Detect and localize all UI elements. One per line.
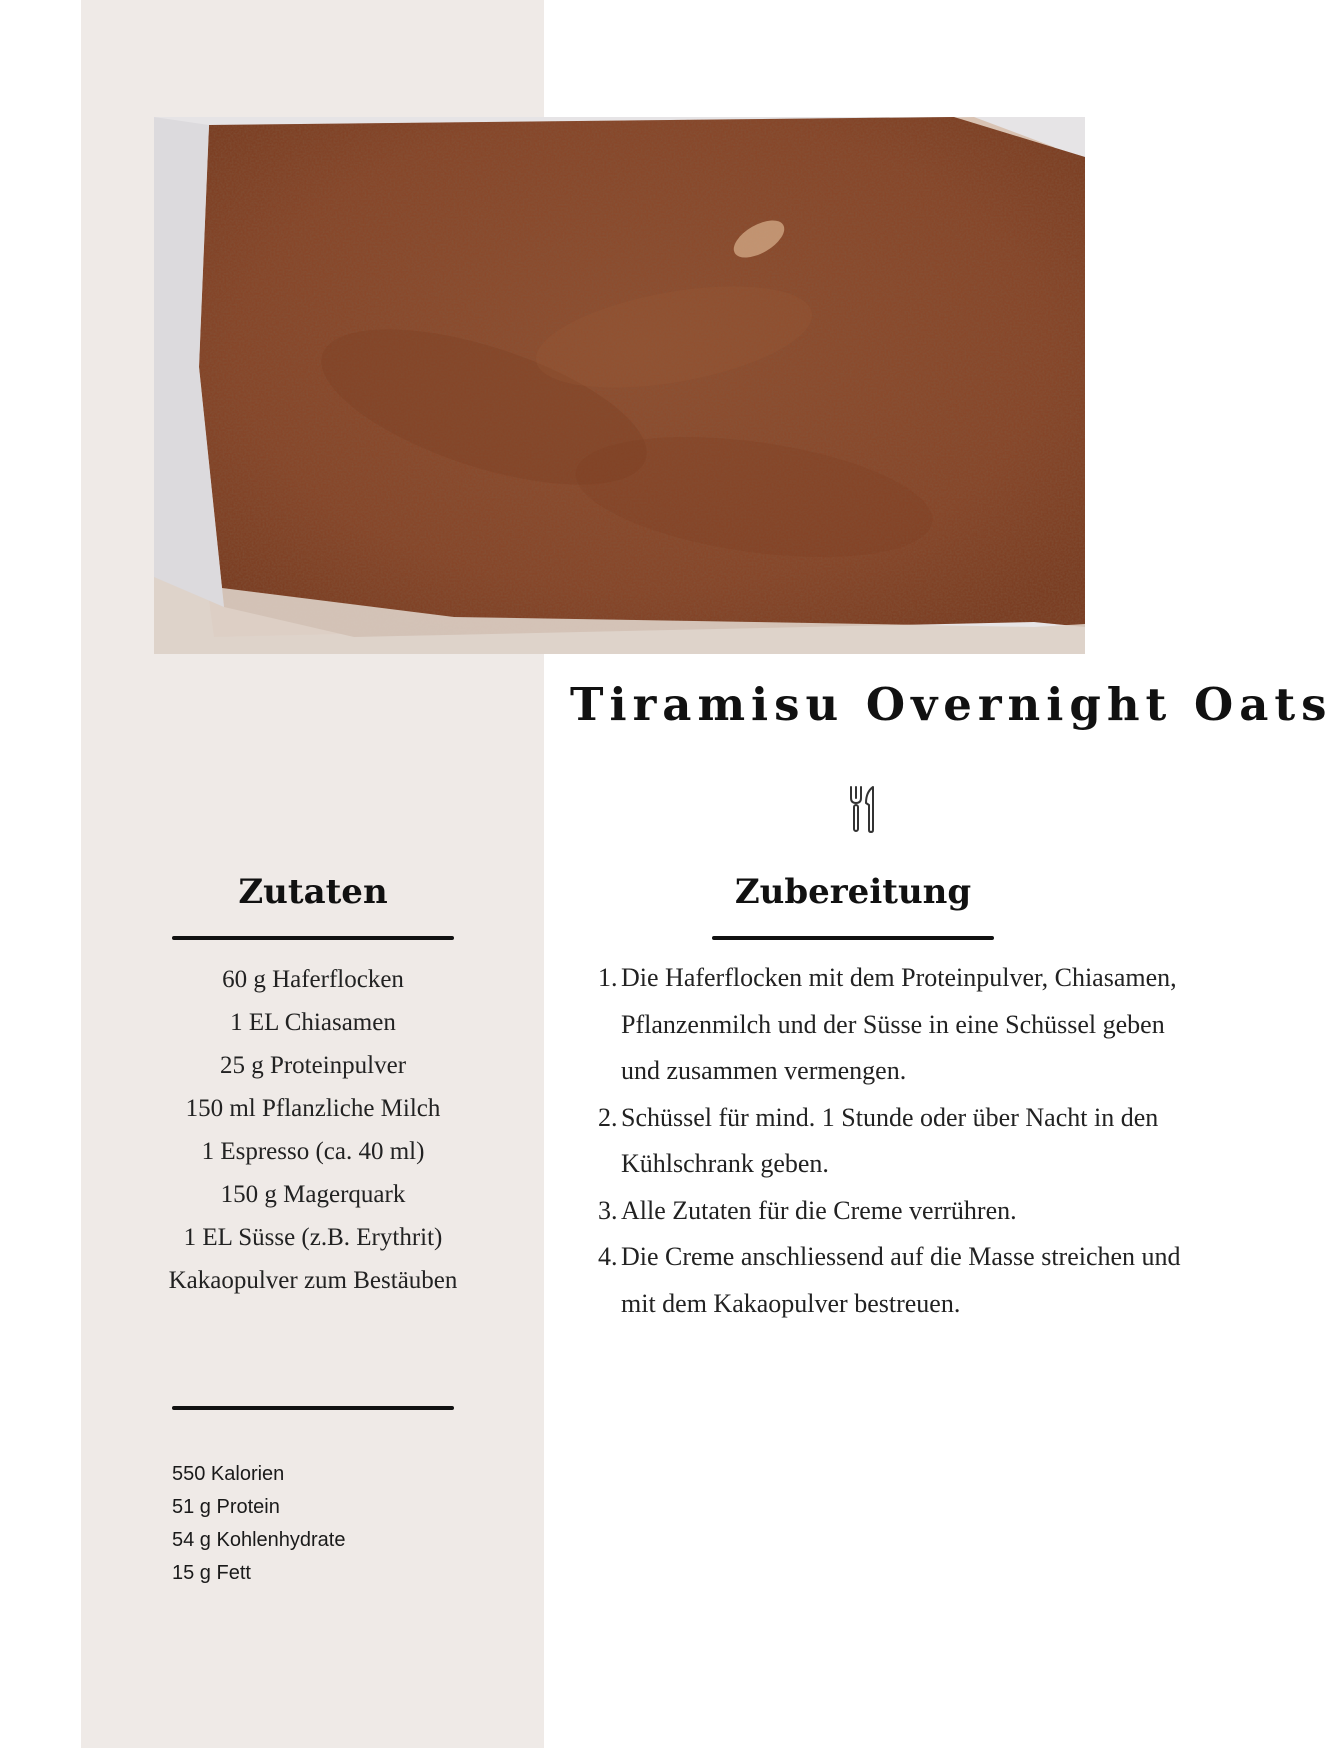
recipe-title: Tiramisu Overnight Oats bbox=[570, 678, 1333, 731]
step-item bbox=[598, 1234, 1208, 1327]
step-text: Die Creme anschliessend auf die Masse streichen und mit dem Kakaopulver bestreuen. bbox=[621, 1242, 1181, 1318]
nutrition-item: 15 g Fett bbox=[172, 1562, 251, 1584]
ingredient-item: 1 Espresso (ca. 40 ml) bbox=[201, 1138, 425, 1165]
nutrition-divider bbox=[172, 1406, 454, 1410]
preparation-heading: Zubereitung bbox=[734, 872, 972, 912]
cutlery-icon bbox=[849, 784, 877, 834]
nutrition-list bbox=[172, 1458, 345, 1590]
ingredients-list bbox=[126, 958, 500, 1302]
preparation-divider bbox=[712, 936, 994, 940]
step-number: 1. bbox=[598, 963, 618, 992]
ingredient-item: 1 EL Süsse (z.B. Erythrit) bbox=[183, 1224, 443, 1251]
step-text: Schüssel für mind. 1 Stunde oder über Nacht in den Kühlschrank geben. bbox=[621, 1102, 1159, 1178]
ingredient-item: 25 g Proteinpulver bbox=[219, 1052, 407, 1079]
ingredient-item: Kakaopulver zum Bestäuben bbox=[168, 1267, 458, 1294]
recipe-photo bbox=[154, 117, 1085, 654]
nutrition-item: 54 g Kohlenhydrate bbox=[172, 1529, 346, 1551]
nutrition-item: 51 g Protein bbox=[172, 1496, 280, 1518]
preparation-steps bbox=[598, 955, 1208, 1327]
ingredient-item: 150 g Magerquark bbox=[220, 1181, 406, 1208]
ingredients-heading: Zutaten bbox=[238, 872, 388, 912]
step-number: 3. bbox=[598, 1195, 618, 1225]
step-text: Alle Zutaten für die Creme verrühren. bbox=[621, 1195, 1017, 1225]
step-item bbox=[598, 955, 1208, 1095]
ingredient-item: 1 EL Chiasamen bbox=[230, 1009, 396, 1036]
step-item bbox=[598, 1188, 1208, 1235]
step-number: 2. bbox=[598, 1102, 618, 1132]
step-text: Die Haferflocken mit dem Proteinpulver, Chiasamen, Pflanzenmilch und der Süsse in eine Schüssel geben und zusammen vermengen. bbox=[621, 963, 1177, 1085]
ingredients-divider bbox=[172, 936, 454, 940]
nutrition-item: 550 Kalorien bbox=[172, 1463, 285, 1485]
step-item bbox=[598, 1095, 1208, 1188]
ingredient-item: 150 ml Pflanzliche Milch bbox=[185, 1095, 441, 1122]
ingredient-item: 60 g Haferflocken bbox=[222, 966, 404, 993]
step-number: 4. bbox=[598, 1242, 618, 1271]
